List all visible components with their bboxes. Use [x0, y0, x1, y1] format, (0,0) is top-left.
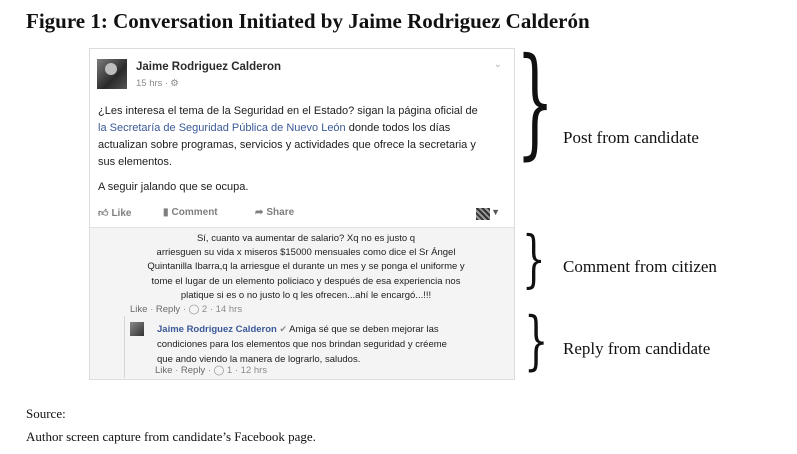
globe-icon: ⚙ — [170, 78, 179, 89]
reply-brace: } — [524, 304, 549, 378]
source-label: Source: — [26, 406, 66, 421]
chevron-down-icon[interactable]: ⌄ — [493, 59, 502, 70]
post-line-1: ¿Les interesa el tema de la Seguridad en el Estado? sigan la página oficial de — [98, 105, 478, 117]
post-line-3: actualizan sobre programas, servicios y actividades que ofrece la secretaria y — [98, 139, 476, 151]
comment-line: Quintanilla Ibarra,q la arriesgue el durante un mes y se ponga el uniforme y — [147, 261, 465, 273]
share-button[interactable] — [255, 207, 294, 218]
comment-label: Comment — [171, 207, 218, 218]
source-note — [26, 402, 316, 448]
share-icon: ➦ — [255, 207, 264, 218]
reaction-icon: ◯ — [213, 365, 225, 376]
comment-like-link[interactable]: Like — [130, 304, 148, 315]
comment-reply-link[interactable]: Reply — [155, 304, 181, 315]
comment-line: Sí, cuanto va aumentar de salario? Xq no es justo q — [196, 233, 416, 244]
post-body — [98, 103, 504, 196]
post-action-bar — [90, 201, 514, 227]
post-line-2-rest: donde todos los días — [345, 122, 451, 134]
reply-like-link[interactable]: Like — [155, 365, 173, 376]
share-label: Share — [266, 207, 295, 218]
post-link[interactable]: la Secretaría de Seguridad Pública de Nuevo León — [98, 122, 346, 134]
comment-button[interactable] — [163, 207, 218, 218]
comments-section — [90, 227, 514, 380]
facebook-screenshot — [89, 48, 515, 380]
citizen-comment — [112, 232, 500, 303]
post-line-5: A seguir jalando que se ocupa. — [98, 181, 249, 193]
post-line-2 — [98, 120, 504, 137]
reply-line-2: condiciones para los elementos que nos brindan seguridad y créeme — [157, 339, 447, 350]
reply-line-1 — [157, 322, 497, 337]
post-timestamp[interactable] — [136, 78, 179, 89]
reply-line-3: que ando viendo la manera de lograrlo, saludos. — [157, 354, 361, 365]
caret-down-icon[interactable]: ▼ — [491, 207, 500, 217]
viewer-avatar[interactable] — [476, 208, 490, 220]
comment-line: tome el lugar de un elemento policiaco y después de esa experiencia nos — [151, 275, 461, 287]
post-annotation: Post from candidate — [563, 128, 699, 147]
reaction-icon: ◯ — [188, 304, 200, 315]
post-time-text: 15 hrs · — [136, 78, 169, 89]
reply-author[interactable]: Jaime Rodriguez Calderon — [157, 324, 277, 335]
post-brace: } — [516, 33, 555, 172]
comment-annotation: Comment from citizen — [563, 257, 717, 276]
verified-icon: ✔ — [279, 324, 288, 334]
reply-reply-link[interactable]: Reply — [180, 365, 206, 376]
source-text: Author screen capture from candidate’s Facebook page. — [26, 429, 316, 444]
like-button[interactable] — [98, 207, 131, 219]
poster-name[interactable]: Jaime Rodriguez Calderon — [136, 61, 282, 73]
post-line-4: sus elementos. — [98, 156, 172, 168]
reply-line-1-text: Amiga sé que se deben mejorar las — [289, 324, 439, 335]
reply-meta: Like · Reply · ◯ 1 · 12 hrs — [155, 365, 268, 376]
reply-annotation: Reply from candidate — [563, 339, 711, 358]
comment-icon: ▮ — [163, 207, 169, 218]
comment-brace: } — [522, 222, 546, 295]
figure-title: Figure 1: Conversation Initiated by Jaime Rodriguez Calderón — [26, 9, 590, 33]
like-icon: 👍︎ — [98, 208, 109, 219]
reply-reaction-count[interactable]: 1 — [226, 365, 233, 376]
comment-time[interactable]: 14 hrs — [215, 304, 243, 315]
candidate-reply — [124, 316, 505, 378]
poster-avatar[interactable] — [97, 59, 127, 89]
comment-reaction-count[interactable]: 2 — [201, 304, 208, 315]
reply-time[interactable]: 12 hrs — [240, 365, 268, 376]
like-label: Like — [111, 208, 132, 219]
comment-meta: Like · Reply · ◯ 2 · 14 hrs — [130, 304, 243, 315]
comment-line: platique si es o no justo lo q les ofrecen...ahí le encargó...!!! — [180, 289, 432, 301]
comment-line: arriesguen su vida x miseros $15000 mensuales como dice el Sr Ángel — [156, 247, 456, 259]
reply-text — [157, 322, 497, 367]
reply-avatar[interactable] — [130, 322, 144, 336]
